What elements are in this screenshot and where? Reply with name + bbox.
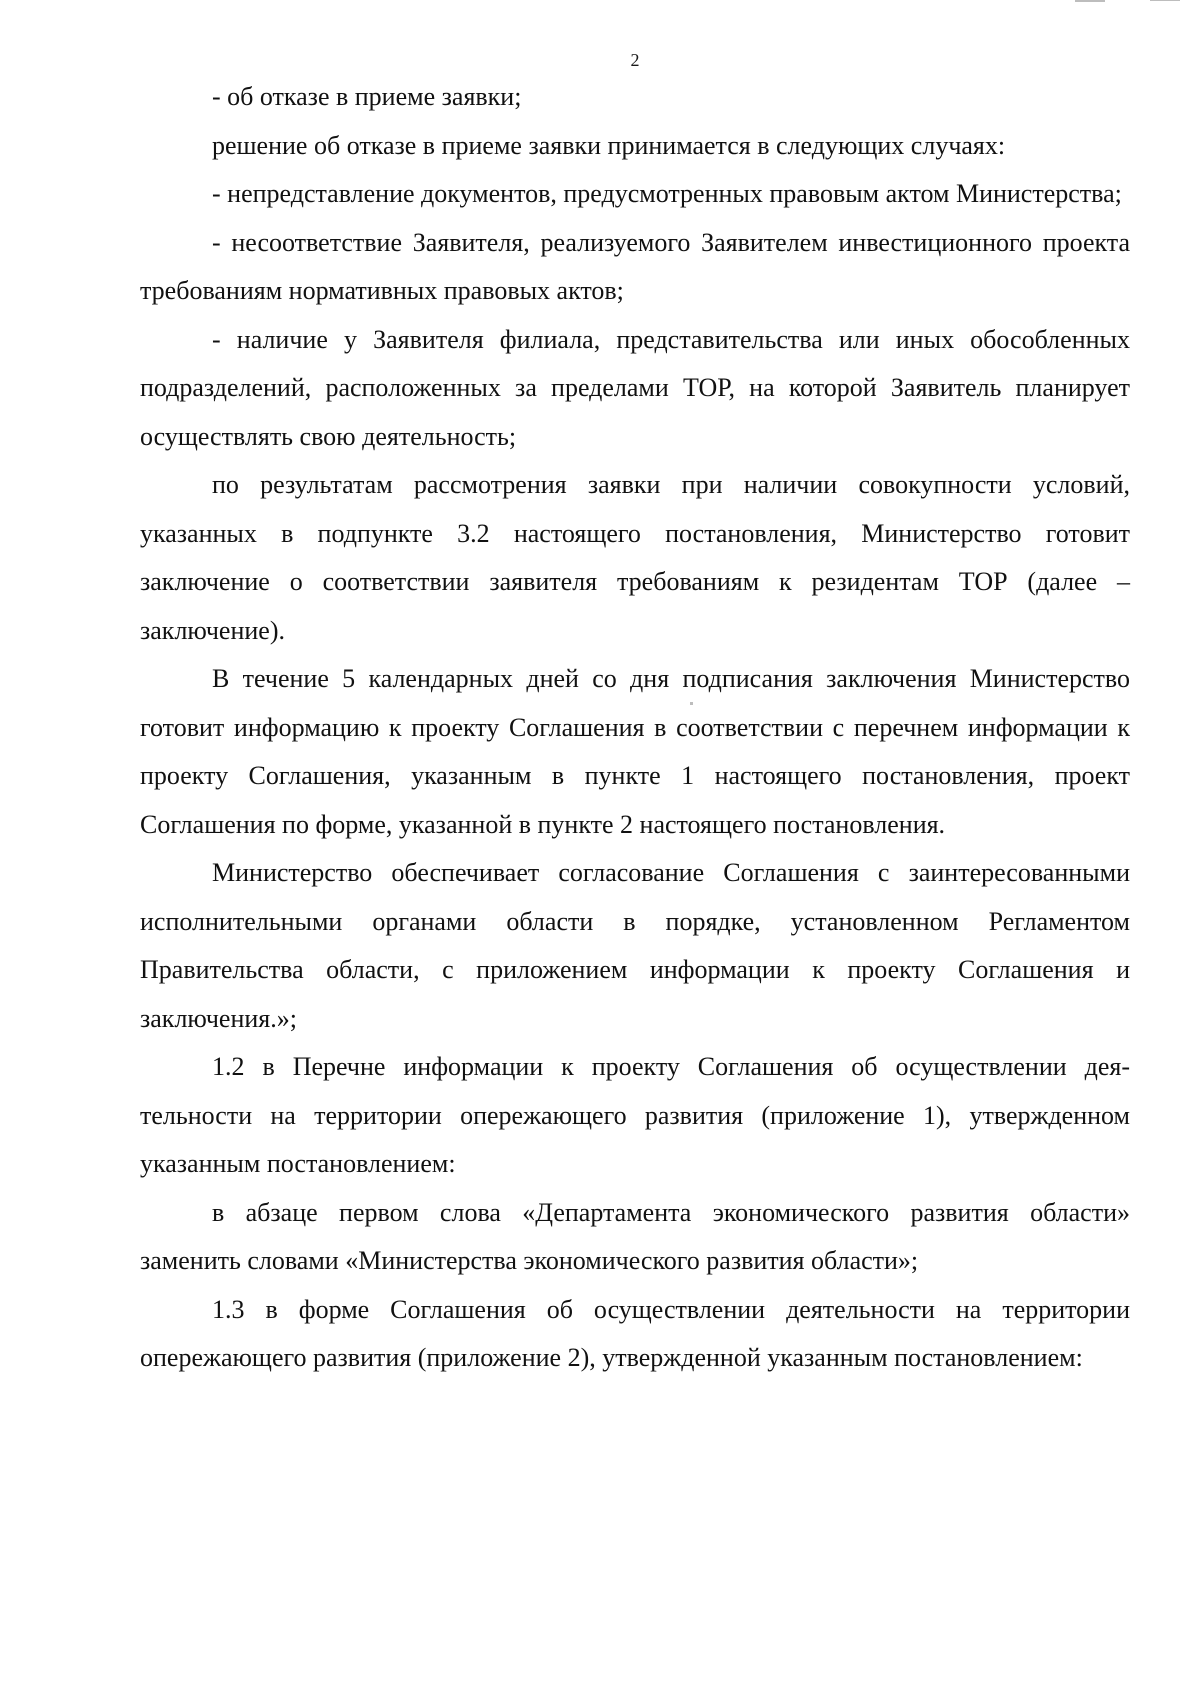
scan-mark bbox=[690, 702, 693, 705]
paragraph: - несоответствие Заявителя, реализуемого Заявителем инвестиционного проекта требованиям нормативных правовых актов; bbox=[140, 227, 1130, 305]
paragraph: - наличие у Заявителя филиала, представительства или иных обособленных подразделений, расположенных за пределами ТОР, на которой Заявитель планирует осуществлять свою деятельность; bbox=[140, 324, 1130, 451]
page-number: 2 bbox=[630, 50, 640, 70]
paragraph: 1.2 в Перечне информации к проекту Соглашения об осуществлении деятельности на территории опережающего развития (приложение 1), утвержденном указанным постановлением: bbox=[140, 1052, 1130, 1178]
paragraph: решение об отказе в приеме заявки принимается в следующих случаях: bbox=[212, 130, 1006, 160]
document-body bbox=[140, 73, 1130, 1383]
paragraph: - об отказе в приеме заявки; bbox=[212, 82, 522, 111]
paragraph: Министерство обеспечивает согласование Соглашения с заинтересованными исполнительными органами области в порядке, установленном Регламентом Правительства области, с приложением информации к проекту Соглашения и заключения.»; bbox=[140, 858, 1130, 1033]
paragraph: 1.3 в форме Соглашения об осуществлении деятельности на территории опережающего развития (приложение 2), утвержденной указанным постановлением: bbox=[140, 1294, 1130, 1372]
paragraph: В течение 5 календарных дней со дня подписания заключения Министерство готовит информацию к проекту Соглашения в соответствии с перечнем информации к проекту Соглашения, указанным в пункте 1 настоящего постановления, проект Соглашения по форме, указанной в пункте 2 настоящего постановления. bbox=[140, 664, 1130, 839]
paragraph: по результатам рассмотрения заявки при наличии совокупности условий, указанных в подпункте 3.2 настоящего постановления, Министерство готовит заключение о соответствии заявителя требованиям к резидентам ТОР (далее – заключение). bbox=[140, 470, 1130, 645]
scan-mark bbox=[1150, 0, 1180, 1]
scan-mark bbox=[1075, 0, 1105, 2]
paragraph: - непредставление документов, предусмотренных правовым актом Министерства; bbox=[212, 179, 1122, 208]
paragraph: в абзаце первом слова «Департамента экономического развития области» заменить словами «Министерства экономического развития области»; bbox=[140, 1197, 1130, 1275]
